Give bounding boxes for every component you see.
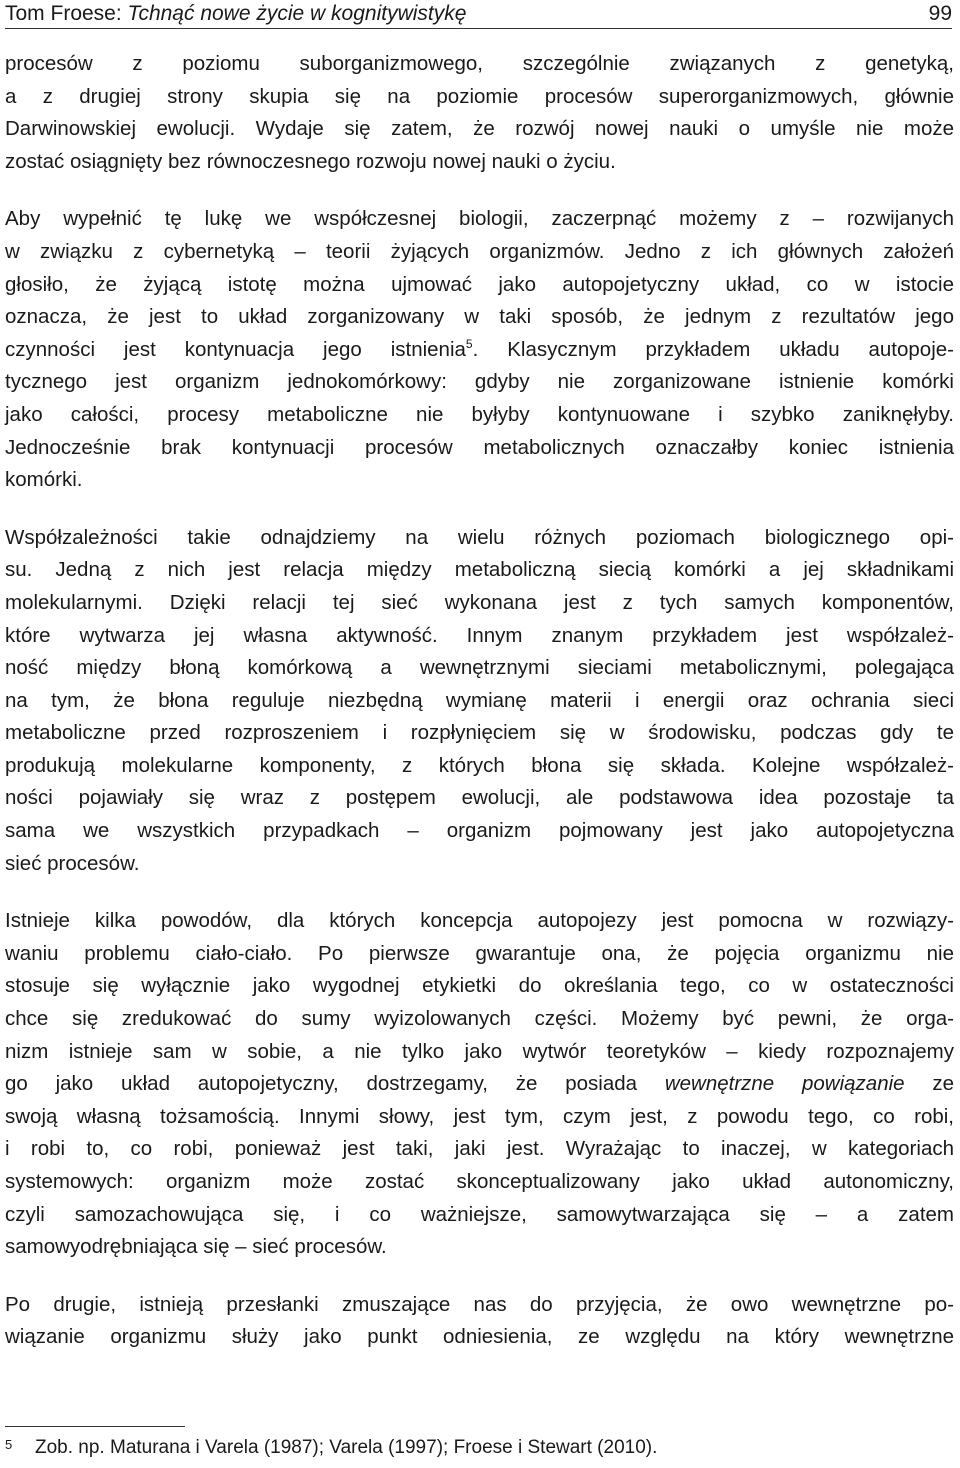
text-line: swoją własną tożsamością. Innymi słowy, jest tym, czym jest, z powodu tego, co robi, [5,1104,954,1128]
footnote-text: Zob. np. Maturana i Varela (1987); Varela (1997); Froese i Stewart (2010). [35,1437,658,1458]
text-line: oznacza, że jest to układ zorganizowany w taki sposób, że jednym z rezultatów jego [5,305,954,329]
footnote-ref: 5 [465,336,473,351]
text-line: Jednocześnie brak kontynuacji procesów metabolicznych oznaczałby koniec istnienia [5,435,954,459]
text-segment: ze [904,1072,954,1096]
text-line: Po drugie, istnieją przesłanki zmuszające nas do przyjęcia, że owo wewnętrzne po- [5,1292,954,1316]
paragraph-2 [5,203,954,496]
text-line: sieć procesów. [5,851,140,875]
text-segment: czynności jest kontynuacja jego istnienia [5,337,466,361]
paragraph-4 [5,905,954,1264]
text-line: stosuje się wyłącznie jako wygodnej etykietki do określania tego, co w ostateczności [5,974,954,998]
running-title [5,2,466,26]
text-line: sama we wszystkich przypadkach – organizm pojmowany jest jako autopojetyczna [5,819,954,843]
text-line: w związku z cybernetyką – teorii żyjących organizmów. Jedno z ich głównych założeń [5,239,954,263]
page-number: 99 [928,2,952,25]
text-line: molekularnymi. Dzięki relacji tej sieć wykonana jest z tych samych komponentów, [5,590,954,614]
text-line: Darwinowskiej ewolucji. Wydaje się zatem, że rozwój nowej nauki o umyśle nie może [5,117,954,141]
text-segment: go jako układ autopojetyczny, dostrzegamy, że posiada [5,1072,638,1096]
text-line: wiązanie organizmu służy jako punkt odniesienia, ze względu na który wewnętrzne [5,1325,954,1349]
text-line: produkują molekularne komponenty, z których błona się składa. Kolejne współzależ- [5,753,954,777]
text-segment: . Klasycznym przykładem układu autopoje- [472,337,954,361]
text-line: na tym, że błona reguluje niezbędną wymianę materii i energii oraz ochrania sieci [5,688,954,712]
text-line: i robi to, co robi, ponieważ jest taki, jaki jest. Wyrażając to inaczej, w kategoriach [5,1137,954,1161]
text-line-with-italic [5,1068,954,1101]
running-header [5,0,952,29]
text-line: zostać osiągnięty bez równoczesnego rozwoju nowej nauki o życiu. [5,149,616,173]
text-line: procesów z poziomu suborganizmowego, szczególnie związanych z genetyką, [5,52,954,75]
text-line: chce się zredukować do sumy wyizolowanych części. Możemy być pewni, że orga- [5,1007,954,1031]
text-line: ności pojawiały się wraz z postępem ewolucji, ale podstawowa idea pozostaje ta [5,786,954,810]
text-line: ność między błoną komórkową a wewnętrznymi sieciami metabolicznymi, polegająca [5,656,954,680]
text-line: a z drugiej strony skupia się na poziomie procesów superorganizmowych, głównie [5,84,954,108]
header-author: Tom Froese: [5,2,122,25]
text-line: głosiło, że żyjącą istotę można ujmować jako autopojetyczny układ, co w istocie [5,272,954,296]
text-line: które wytwarza jej własna aktywność. Innym znanym przykładem jest współzależ- [5,623,954,647]
footnote [5,1437,657,1459]
footnote-divider [5,1426,185,1427]
text-line-with-footnote [5,334,954,367]
paragraph-5 [5,1289,954,1354]
text-line: metaboliczne przed rozproszeniem i rozpłynięciem się w środowisku, podczas gdy te [5,721,954,745]
header-title: Tchnąć nowe życie w kognitywistykę [127,2,467,25]
text-line: Istnieje kilka powodów, dla których koncepcja autopojezy jest pomocna w rozwiązy- [5,909,954,933]
text-line: Aby wypełnić tę lukę we współczesnej biologii, zaczerpnąć możemy z – rozwijanych [5,207,954,231]
text-line: nizm istnieje sam w sobie, a nie tylko jako wytwór teoretyków – kiedy rozpoznajemy [5,1039,954,1063]
text-line: tycznego jest organizm jednokomórkowy: gdyby nie zorganizowane istnienie komórki [5,370,954,394]
paragraph-1 [5,48,954,178]
text-line: czyli samozachowująca się, i co ważniejsze, samowytwarzająca się – a zatem [5,1202,954,1226]
body-text [5,48,954,1354]
italic-phrase: wewnętrzne powiązanie [664,1072,905,1096]
text-line: komórki. [5,468,83,492]
footnote-number: 5 [5,1437,13,1452]
text-line: systemowych: organizm może zostać skonceptualizowany jako układ autonomiczny, [5,1170,954,1193]
text-line: waniu problemu ciało-ciało. Po pierwsze gwarantuje ona, że pojęcia organizmu nie [5,941,954,965]
text-line: Współzależności takie odnajdziemy na wielu różnych poziomach biologicznego opi- [5,525,954,549]
paragraph-3 [5,522,954,881]
text-line: su. Jedną z nich jest relacja między metaboliczną siecią komórki a jej składnikami [5,558,954,582]
text-line: samowyodrębniająca się – sieć procesów. [5,1235,387,1259]
text-line: jako całości, procesy metaboliczne nie byłyby kontynuowane i szybko zaniknęłyby. [5,402,954,426]
